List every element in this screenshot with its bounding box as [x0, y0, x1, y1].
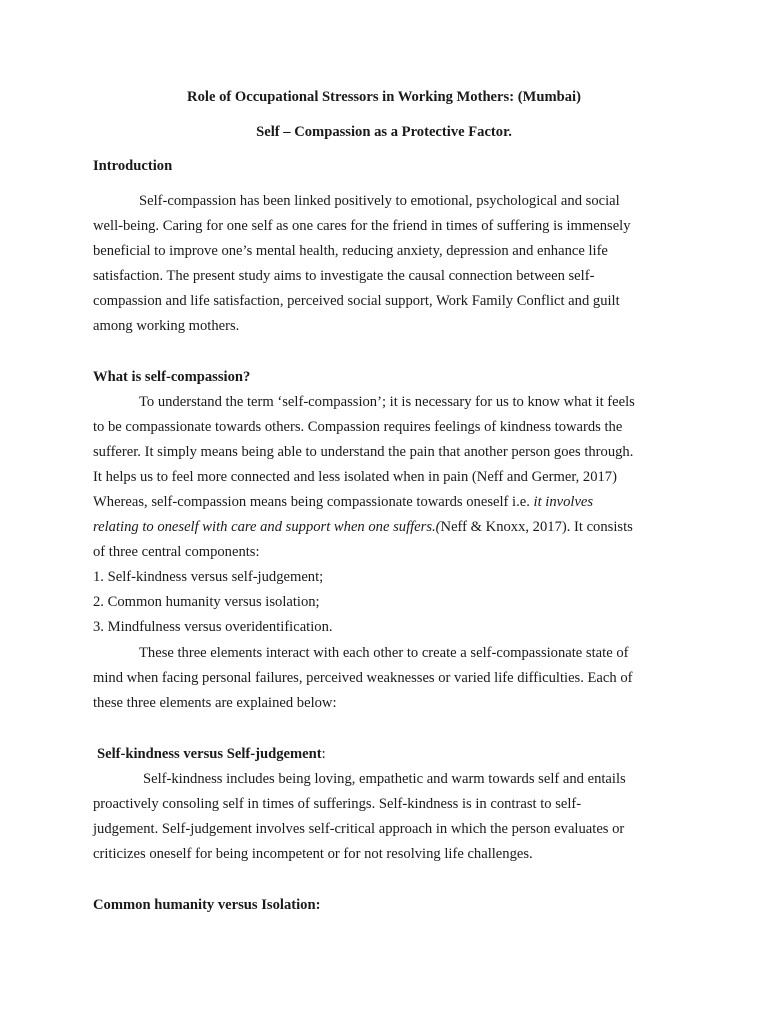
- what-line: It helps us to feel more connected and less isolated when in pain (Neff and Germer, 2017): [93, 469, 617, 485]
- what-line-text: Whereas, self-compassion means being compassionate towards oneself i.e.: [93, 494, 534, 510]
- intro-heading: Introduction: [93, 158, 173, 174]
- intro-line: compassion and life satisfaction, perceived social support, Work Family Conflict and guilt: [93, 293, 620, 309]
- component-item: 2. Common humanity versus isolation;: [93, 594, 320, 610]
- what-line: sufferer. It simply means being able to understand the pain that another person goes through.: [93, 444, 634, 460]
- elements-line: These three elements interact with each other to create a self-compassionate state of: [139, 645, 629, 661]
- common-humanity-heading: Common humanity versus Isolation:: [93, 897, 321, 913]
- what-line: of three central components:: [93, 544, 260, 560]
- elements-line: mind when facing personal failures, perceived weaknesses or varied life difficulties. Each of: [93, 670, 633, 686]
- component-item: 3. Mindfulness versus overidentification.: [93, 619, 333, 635]
- self-kindness-heading-colon: :: [321, 746, 326, 762]
- elements-line: these three elements are explained below:: [93, 695, 337, 711]
- intro-line: satisfaction. The present study aims to investigate the causal connection between self-: [93, 268, 595, 284]
- what-line: [93, 518, 633, 536]
- intro-line: among working mothers.: [93, 318, 240, 334]
- what-line-italic: it involves: [533, 494, 594, 510]
- self-kindness-heading: [97, 745, 326, 763]
- intro-line: well-being. Caring for one self as one cares for the friend in times of suffering is immensely: [93, 218, 631, 234]
- component-item: 1. Self-kindness versus self-judgement;: [93, 569, 324, 585]
- self-kindness-heading-text: Self-kindness versus Self-judgement: [97, 746, 322, 762]
- self-kindness-line: proactively consoling self in times of sufferings. Self-kindness is in contrast to self-: [93, 796, 582, 812]
- what-line: To understand the term ‘self-compassion’; it is necessary for us to know what it feels: [139, 394, 635, 410]
- what-heading: What is self-compassion?: [93, 369, 251, 385]
- what-line-italic: relating to oneself with care and support when one suffers.(: [93, 519, 441, 535]
- document-subtitle: Self – Compassion as a Protective Factor.: [256, 124, 512, 140]
- intro-line: beneficial to improve one’s mental health, reducing anxiety, depression and enhance life: [93, 243, 608, 259]
- self-kindness-line: Self-kindness includes being loving, empathetic and warm towards self and entails: [143, 771, 626, 787]
- intro-line: Self-compassion has been linked positively to emotional, psychological and social: [139, 193, 620, 209]
- document-title: Role of Occupational Stressors in Working Mothers: (Mumbai): [187, 89, 581, 105]
- self-kindness-line: criticizes oneself for being incompetent or for not resolving life challenges.: [93, 846, 533, 862]
- what-line: to be compassionate towards others. Compassion requires feelings of kindness towards the: [93, 419, 623, 435]
- what-line-text: Neff & Knoxx, 2017). It consists: [440, 519, 633, 535]
- what-line: [93, 493, 593, 511]
- self-kindness-line: judgement. Self-judgement involves self-critical approach in which the person evaluates or: [93, 821, 625, 837]
